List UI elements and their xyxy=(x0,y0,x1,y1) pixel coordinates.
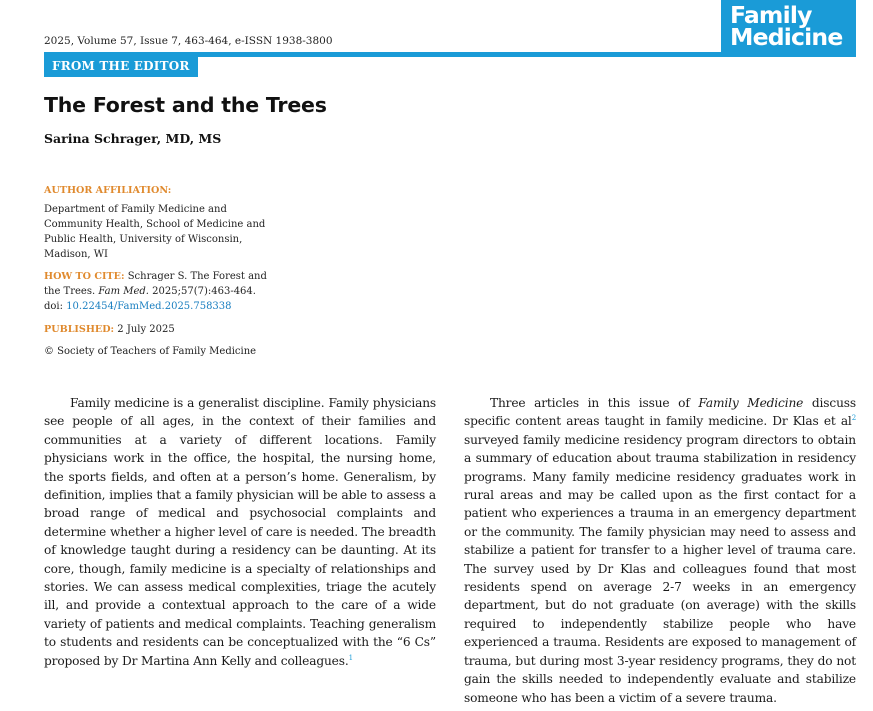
journal-logo[interactable] xyxy=(721,0,856,57)
cite-label: HOW TO CITE: xyxy=(44,271,125,282)
journal-citation-line: 2025, Volume 57, Issue 7, 463-464, e-ISSN 1938-3800 xyxy=(44,35,333,47)
body-column-left xyxy=(44,394,436,670)
affiliation-label: AUTHOR AFFILIATION: xyxy=(44,185,172,196)
logo-line-2: Medicine xyxy=(730,23,843,51)
doi-link[interactable]: 10.22454/FamMed.2025.758338 xyxy=(66,301,232,312)
body-column-right xyxy=(464,394,856,707)
article-title: The Forest and the Trees xyxy=(44,93,327,117)
cite-text-1: Schrager S. The Forest and the Trees. xyxy=(44,271,267,297)
published-label: PUBLISHED: xyxy=(44,324,115,335)
reference-2-link[interactable]: 2 xyxy=(851,414,856,423)
affiliation-text: Department of Family Medicine and Community Health, School of Medicine and Public Health, University of Wisconsin, Madison, WI xyxy=(44,204,266,260)
logo-line-1: Family xyxy=(730,1,812,29)
left-paragraph-text: Family medicine is a generalist discipline. Family physicians see people of all ages, in the context of their families and communities at a variety of different locations. Family physicians work in the office, the hospital, the nursing home, the sports fields, and often at a person’s home. Generalism, by definition, implies that a family physician will be able to assess a broad range of medical and psychosocial complaints and determine whether a higher level of care is needed. The breadth of knowledge taught during a residency can be daunting. At its core, though, family medicine is a specialty of relationships and stories. We can assess medical complexities, triage the acutely ill, and provide a contextual approach to the care of a wide variety of patients and medical complaints. Teaching generalism to students and residents can be conceptualized with the “6 Cs” proposed by Dr Martina Ann Kelly and colleagues. xyxy=(44,396,436,668)
published-info xyxy=(44,322,274,337)
cite-journal: Fam Med. xyxy=(98,286,149,297)
cite-text-2: 2025;57(7):463-464. doi: xyxy=(44,286,256,312)
right-text-part-1: Three articles in this issue of xyxy=(490,396,690,410)
right-text-part-2: discuss specific content areas taught in family medicine. Dr Klas et al xyxy=(464,396,856,429)
copyright-notice: © Society of Teachers of Family Medicine xyxy=(44,346,257,357)
body-paragraph-right xyxy=(464,394,856,707)
how-to-cite xyxy=(44,269,274,314)
right-text-part-3: surveyed family medicine residency program directors to obtain a summary of education about trauma stabilization in residency programs. Many family medicine residency graduates work in rural areas and may be called upon as the first contact for a patient who experiences a trauma in an emergency department or the community. The family physician may need to assess and stabilize a patient for transfer to a higher level of trauma care. The survey used by Dr Klas and colleagues found that most residents spend on average 2-7 weeks in an emergency department, but do not graduate (on average) with the skills required to independently stabilize people who have experienced a trauma. Residents are exposed to management of trauma, but during most 3-year residency programs, they do not gain the skills needed to independently evaluate and stabilize someone who has been a victim of a severe trauma. xyxy=(464,432,856,705)
right-journal-name: Family Medicine xyxy=(698,396,804,410)
author-name: Sarina Schrager, MD, MS xyxy=(44,131,222,146)
section-label: FROM THE EDITOR xyxy=(44,57,198,77)
logo-text xyxy=(730,1,843,51)
reference-1-link[interactable]: 1 xyxy=(348,653,353,662)
body-paragraph-left xyxy=(44,394,436,670)
published-date: 2 July 2025 xyxy=(117,324,175,335)
